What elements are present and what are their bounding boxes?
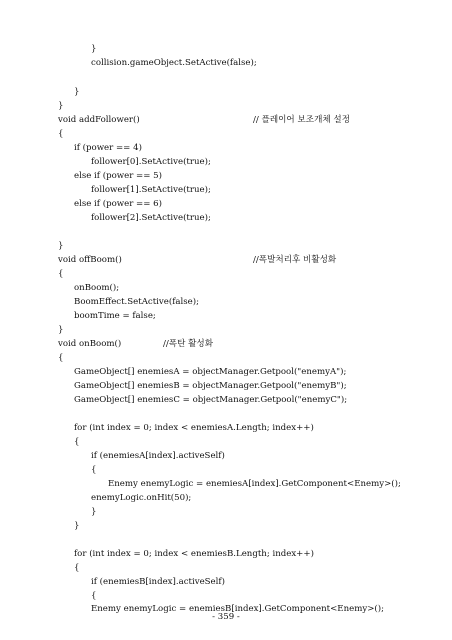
code-line: GameObject[] enemiesB = objectManager.Getpool("enemyB");	[74, 381, 347, 391]
code-comment: // 플레이어 보조개체 설정	[253, 115, 351, 125]
code-line: void addFollower()	[58, 115, 140, 125]
code-line: }	[58, 241, 64, 251]
code-line: for (int index = 0; index < enemiesB.Length; index++)	[74, 549, 314, 559]
code-line: BoomEffect.SetActive(false);	[74, 297, 200, 307]
code-comment: //폭탄 활성화	[163, 339, 214, 349]
code-line: follower[2].SetActive(true);	[91, 213, 211, 223]
code-line: }	[58, 101, 64, 111]
code-line: boomTime = false;	[74, 311, 156, 321]
code-line: collision.gameObject.SetActive(false);	[91, 58, 257, 68]
code-line: {	[91, 465, 97, 475]
code-line: {	[74, 437, 80, 447]
page-number: - 359 -	[212, 612, 240, 622]
code-line: }	[91, 507, 97, 517]
code-line: if (enemiesA[index].activeSelf)	[91, 451, 225, 461]
code-line: else if (power == 5)	[74, 171, 162, 181]
code-line: follower[1].SetActive(true);	[91, 185, 211, 195]
code-line: void onBoom()	[58, 339, 122, 349]
code-line: GameObject[] enemiesA = objectManager.Getpool("enemyA");	[74, 367, 347, 377]
code-line: GameObject[] enemiesC = objectManager.Getpool("enemyC");	[74, 395, 348, 405]
code-line: else if (power == 6)	[74, 199, 162, 209]
code-line: {	[58, 353, 64, 363]
code-line: {	[74, 563, 80, 573]
code-line: }	[74, 87, 80, 97]
code-line: Enemy enemyLogic = enemiesA[index].GetComponent<Enemy>();	[108, 479, 401, 489]
code-line: void offBoom()	[58, 255, 122, 265]
code-line: {	[91, 591, 97, 601]
code-line: }	[91, 44, 97, 54]
code-line: enemyLogic.onHit(50);	[91, 493, 192, 503]
code-line: {	[58, 129, 64, 139]
code-line: Enemy enemyLogic = enemiesB[index].GetComponent<Enemy>();	[91, 604, 385, 614]
code-comment: //폭발처리후 비활성화	[253, 255, 337, 265]
code-line: for (int index = 0; index < enemiesA.Length; index++)	[74, 423, 314, 433]
code-line: }	[58, 325, 64, 335]
code-line: onBoom();	[74, 283, 120, 293]
code-line: }	[74, 521, 80, 531]
code-line: {	[58, 269, 64, 279]
code-line: follower[0].SetActive(true);	[91, 157, 211, 167]
code-line: if (power == 4)	[74, 143, 142, 153]
code-line: if (enemiesB[index].activeSelf)	[91, 577, 225, 587]
